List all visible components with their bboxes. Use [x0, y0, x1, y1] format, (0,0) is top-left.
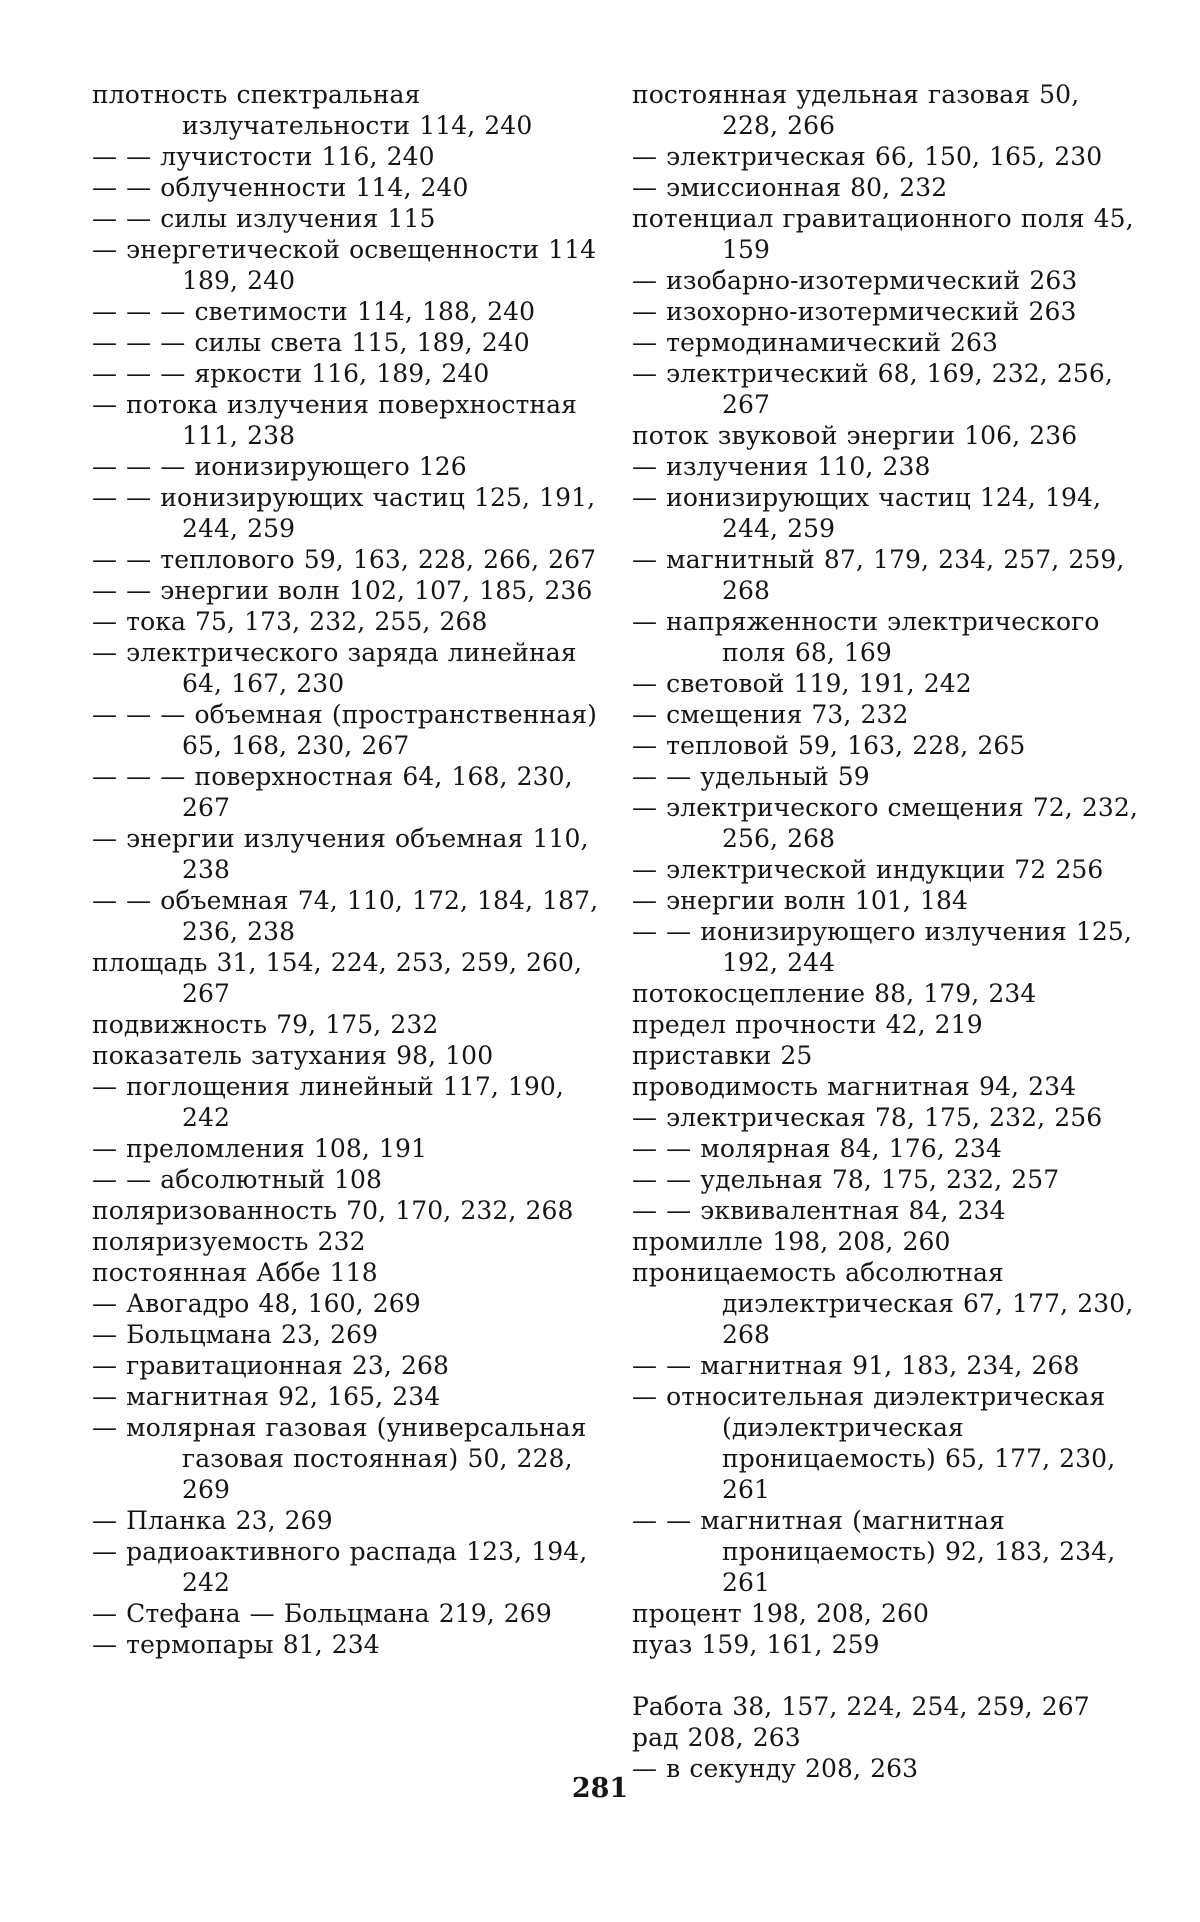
index-entry: — тока 75, 173, 232, 255, 268: [92, 607, 488, 636]
index-entry: — — — поверхностная 64, 168, 230, 267: [92, 762, 573, 822]
index-entry: предел прочности 42, 219: [632, 1010, 983, 1039]
index-entry: — энергетической освещенности 114 189, 240: [92, 235, 597, 295]
index-entry: — — магнитная (магнитная проницаемость) 92, 183, 234, 261: [632, 1506, 1116, 1597]
index-entry: постоянная удельная газовая 50, 228, 266: [632, 80, 1080, 140]
page-number: 281: [571, 1773, 629, 1804]
index-entry: — — теплового 59, 163, 228, 266, 267: [92, 545, 597, 574]
index-entry: — — объемная 74, 110, 172, 184, 187, 236, 238: [92, 886, 599, 946]
index-entry: — — энергии волн 102, 107, 185, 236: [92, 576, 593, 605]
index-entry: Работа 38, 157, 224, 254, 259, 267: [632, 1692, 1090, 1721]
index-entry: — преломления 108, 191: [92, 1134, 428, 1163]
index-entry: — Планка 23, 269: [92, 1506, 333, 1535]
index-entry: — напряженности электрического поля 68, 169: [632, 607, 1100, 667]
index-entry: — — — светимости 114, 188, 240: [92, 297, 536, 326]
index-entry: — в секунду 208, 263: [632, 1754, 919, 1783]
index-entry: — гравитационная 23, 268: [92, 1351, 449, 1380]
index-entry: — потока излучения поверхностная 111, 238: [92, 390, 578, 450]
index-entry: — электрическая 66, 150, 165, 230: [632, 142, 1103, 171]
index-entry: — относительная диэлектрическая (диэлектрическая проницаемость) 65, 177, 230, 261: [632, 1382, 1116, 1504]
index-entry: подвижность 79, 175, 232: [92, 1010, 439, 1039]
index-entry: проницаемость абсолютная диэлектрическая 67, 177, 230, 268: [632, 1258, 1134, 1349]
index-entry: поток звуковой энергии 106, 236: [632, 421, 1078, 450]
index-entry: — — — силы света 115, 189, 240: [92, 328, 530, 357]
index-entry: — магнитная 92, 165, 234: [92, 1382, 441, 1411]
section-gap: [632, 1660, 1142, 1691]
index-entry: — Авогадро 48, 160, 269: [92, 1289, 421, 1318]
index-entry: промилле 198, 208, 260: [632, 1227, 951, 1256]
index-entry: — электрического заряда линейная 64, 167, 230: [92, 638, 577, 698]
index-entry: — — — объемная (пространственная) 65, 168, 230, 267: [92, 700, 598, 760]
index-entry: — смещения 73, 232: [632, 700, 909, 729]
index-entry: — Больцмана 23, 269: [92, 1320, 379, 1349]
index-entry: — — ионизирующего излучения 125, 192, 244: [632, 917, 1132, 977]
index-entry: — — — яркости 116, 189, 240: [92, 359, 490, 388]
index-entry: проводимость магнитная 94, 234: [632, 1072, 1077, 1101]
index-entry: — термопары 81, 234: [92, 1630, 380, 1659]
index-entry: процент 198, 208, 260: [632, 1599, 930, 1628]
index-entry: — — удельная 78, 175, 232, 257: [632, 1165, 1060, 1194]
index-entry: — термодинамический 263: [632, 328, 999, 357]
index-entry: — — силы излучения 115: [92, 204, 436, 233]
index-entry: — ионизирующих частиц 124, 194, 244, 259: [632, 483, 1102, 543]
index-entry: поляризованность 70, 170, 232, 268: [92, 1196, 574, 1225]
index-entry: — тепловой 59, 163, 228, 265: [632, 731, 1026, 760]
index-entry: плотность спектральная излучательности 114, 240: [92, 80, 533, 140]
index-entry: рад 208, 263: [632, 1723, 801, 1752]
index-entry: — электрический 68, 169, 232, 256, 267: [632, 359, 1113, 419]
index-entry: — — облученности 114, 240: [92, 173, 469, 202]
index-entry: площадь 31, 154, 224, 253, 259, 260, 267: [92, 948, 583, 1008]
index-entry: — электрической индукции 72 256: [632, 855, 1104, 884]
index-column-right: [632, 79, 1142, 1784]
index-entry: — Стефана — Больцмана 219, 269: [92, 1599, 552, 1628]
index-entry: — — эквивалентная 84, 234: [632, 1196, 1006, 1225]
index-entry: — радиоактивного распада 123, 194, 242: [92, 1537, 588, 1597]
index-entry: приставки 25: [632, 1041, 813, 1070]
index-entry: — магнитный 87, 179, 234, 257, 259, 268: [632, 545, 1125, 605]
index-entry: — электрического смещения 72, 232, 256, 268: [632, 793, 1138, 853]
index-entry: — электрическая 78, 175, 232, 256: [632, 1103, 1103, 1132]
index-entry: — изохорно-изотермический 263: [632, 297, 1077, 326]
index-entry: пуаз 159, 161, 259: [632, 1630, 880, 1659]
index-entry: — поглощения линейный 117, 190, 242: [92, 1072, 564, 1132]
index-entry: — излучения 110, 238: [632, 452, 931, 481]
index-column-left: [92, 79, 602, 1660]
index-entry: потенциал гравитационного поля 45, 159: [632, 204, 1134, 264]
index-entry: — молярная газовая (универсальная газовая постоянная) 50, 228, 269: [92, 1413, 587, 1504]
index-entry: — энергии волн 101, 184: [632, 886, 969, 915]
index-entry: потокосцепление 88, 179, 234: [632, 979, 1037, 1008]
index-entry: — световой 119, 191, 242: [632, 669, 972, 698]
index-entry: постоянная Аббе 118: [92, 1258, 378, 1287]
index-entry: — — магнитная 91, 183, 234, 268: [632, 1351, 1080, 1380]
index-entry: — — удельный 59: [632, 762, 870, 791]
index-entry: — — абсолютный 108: [92, 1165, 383, 1194]
index-entry: — — — ионизирующего 126: [92, 452, 467, 481]
index-entry: — — ионизирующих частиц 125, 191, 244, 259: [92, 483, 596, 543]
index-entry: — — лучистости 116, 240: [92, 142, 435, 171]
index-entry: — изобарно-изотермический 263: [632, 266, 1078, 295]
index-entry: поляризуемость 232: [92, 1227, 366, 1256]
index-entry: показатель затухания 98, 100: [92, 1041, 494, 1070]
index-entry: — энергии излучения объемная 110, 238: [92, 824, 589, 884]
index-entry: — эмиссионная 80, 232: [632, 173, 948, 202]
index-entry: — — молярная 84, 176, 234: [632, 1134, 1002, 1163]
